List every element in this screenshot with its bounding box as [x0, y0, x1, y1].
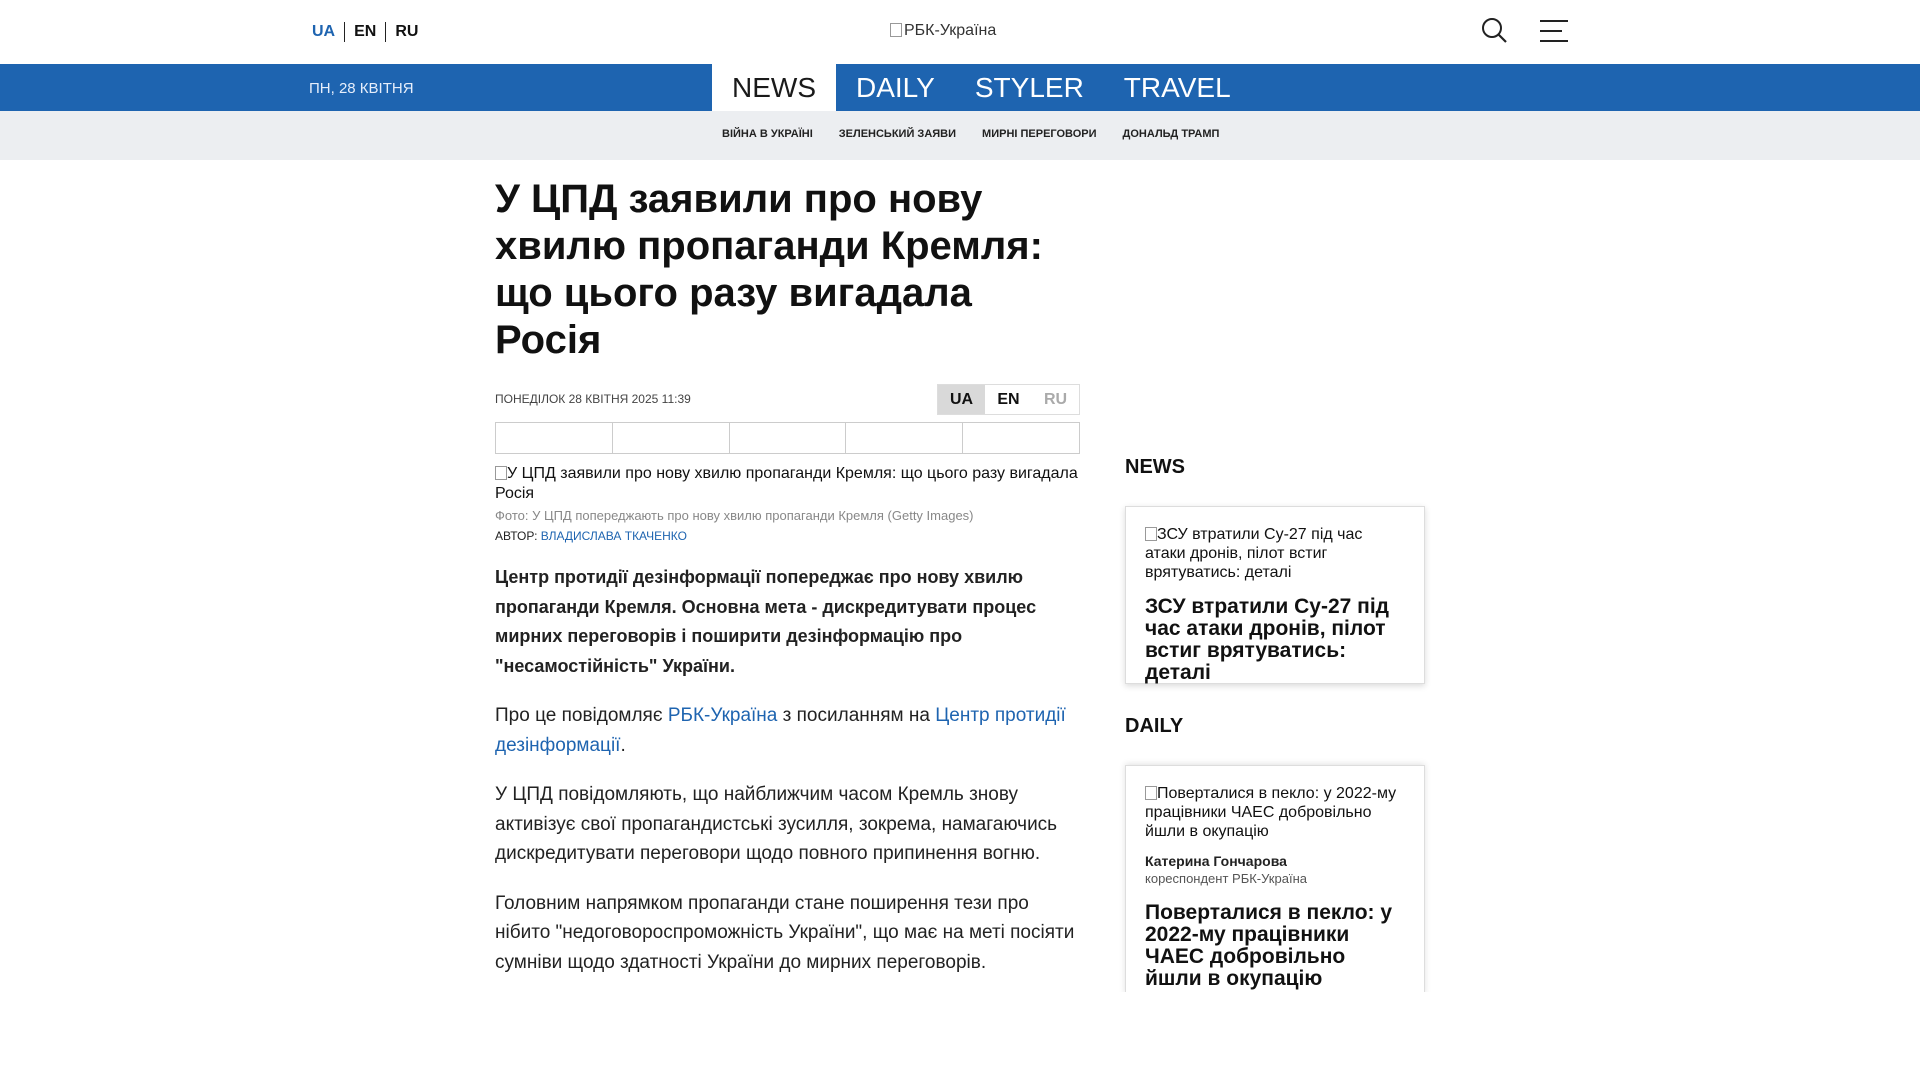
article-lead: Центр протидії дезінформації попереджає про нову хвилю пропаганди Кремля. Основна мета - дискредитувати процес мирних переговорів і поширити дезінформацію про "несамостійність" України.	[495, 567, 1037, 676]
tag-link-war[interactable]: ВІЙНА В УКРАЇНІ	[722, 128, 813, 140]
broken-image-icon	[890, 23, 902, 37]
article-lang-en[interactable]: EN	[997, 391, 1020, 408]
daily-card-headline[interactable]: Поверталися в пекло: у 2022-му працівники ЧАЕС добровільно йшли в окупацію	[1145, 901, 1393, 990]
article-paragraph: Головним напрямком пропаганди стане поширення тези про нібито "недоговороспроможність України", що має на меті посіяти сумніви щодо здатності України до мирних переговорів.	[495, 892, 1075, 973]
site-logo[interactable]	[890, 22, 996, 40]
page-bottom-blank	[0, 992, 1920, 1080]
paragraph-text: з посиланням на	[777, 705, 936, 726]
tag-link-peace-talks[interactable]: МИРНІ ПЕРЕГОВОРИ	[982, 128, 1097, 140]
tab-travel[interactable]: TRAVEL	[1123, 72, 1231, 103]
tab-daily[interactable]: DAILY	[856, 72, 935, 103]
article-lang-ru[interactable]: RU	[1043, 391, 1068, 408]
search-icon	[1480, 16, 1510, 46]
article-paragraph: У ЦПД повідомляють, що найближчим часом Кремль знову активізує свої пропагандистські зусилля, зокрема, намагаючись дискредитувати переговори щодо повного припинення вогню.	[495, 784, 1058, 864]
section-tabs	[712, 64, 1251, 111]
site-header	[0, 0, 1920, 64]
news-card-headline[interactable]: ЗСУ втратили Су-27 під час атаки дронів, пілот встиг врятуватись: деталі	[1145, 595, 1390, 684]
rbc-link[interactable]: РБК-Україна	[667, 705, 778, 726]
share-button[interactable]	[612, 423, 729, 453]
share-buttons	[495, 422, 1080, 454]
daily-card[interactable]	[1125, 765, 1425, 995]
news-card-image	[1145, 525, 1405, 582]
lang-en-link[interactable]: EN	[344, 22, 385, 42]
article	[495, 176, 1080, 977]
share-button[interactable]	[729, 423, 846, 453]
daily-card-image	[1145, 784, 1405, 841]
hamburger-menu-icon	[1540, 18, 1568, 44]
logo-alt-text: РБК-Україна	[904, 22, 997, 39]
article-meta	[495, 384, 1080, 414]
article-title: У ЦПД заявили про нову хвилю пропаганди Кремля: що цього разу вигадала Росія	[495, 177, 1043, 362]
broken-image-icon	[495, 466, 507, 480]
share-button[interactable]	[496, 423, 612, 453]
tag-bar	[0, 111, 1920, 160]
article-lang-ua[interactable]: UA	[938, 385, 985, 414]
article-image-alt: У ЦПД заявили про нову хвилю пропаганди Кремля: що цього разу вигадала Росія	[495, 465, 1078, 502]
share-button[interactable]	[845, 423, 962, 453]
lang-ru-link[interactable]: RU	[385, 22, 427, 42]
tab-news[interactable]: NEWS	[712, 64, 836, 111]
publish-date: ПОНЕДІЛОК 28 КВІТНЯ 2025 11:39	[495, 392, 691, 406]
lang-ua-link[interactable]: UA	[312, 23, 336, 40]
article-image	[495, 464, 1080, 504]
daily-card-author: Катерина Гончарова	[1145, 853, 1287, 869]
image-caption: Фото: У ЦПД попереджають про нову хвилю пропаганди Кремля (Getty Images)	[495, 508, 974, 523]
broken-image-icon	[1145, 786, 1157, 800]
paragraph-text: Про це повідомляє	[495, 705, 668, 726]
tab-styler[interactable]: STYLER	[974, 72, 1084, 103]
paragraph-text: .	[620, 734, 626, 756]
daily-card-author-role: кореспондент РБК-Україна	[1145, 871, 1307, 886]
news-card-image-alt: ЗСУ втратили Су-27 під час атаки дронів, пілот встиг врятуватись: деталі	[1145, 526, 1363, 581]
article-author	[495, 529, 1080, 543]
search-button[interactable]	[1480, 16, 1510, 46]
current-date: ПН, 28 КВІТНЯ	[309, 80, 414, 97]
news-card[interactable]	[1125, 506, 1425, 684]
site-language-switch	[312, 22, 427, 42]
sidebar-news-title[interactable]: NEWS	[1125, 456, 1185, 478]
main-nav	[0, 64, 1920, 111]
daily-card-image-alt: Поверталися в пекло: у 2022-му працівники ЧАЕС добровільно йшли в окупацію	[1145, 785, 1397, 840]
tag-link-trump[interactable]: ДОНАЛЬД ТРАМП	[1122, 128, 1220, 140]
article-language-switch	[937, 384, 1080, 415]
author-link[interactable]: ВЛАДИСЛАВА ТКАЧЕНКО	[540, 529, 687, 543]
tag-link-zelensky[interactable]: ЗЕЛЕНСЬКИЙ ЗАЯВИ	[838, 128, 957, 140]
broken-image-icon	[1145, 527, 1157, 541]
author-label: АВТОР:	[495, 529, 538, 543]
sidebar-daily-title[interactable]: DAILY	[1125, 715, 1184, 737]
share-button[interactable]	[962, 423, 1079, 453]
article-paragraph	[495, 701, 1080, 760]
menu-button[interactable]	[1540, 18, 1568, 44]
cpd-link[interactable]: Центр протидії дезінформації	[495, 705, 1066, 756]
